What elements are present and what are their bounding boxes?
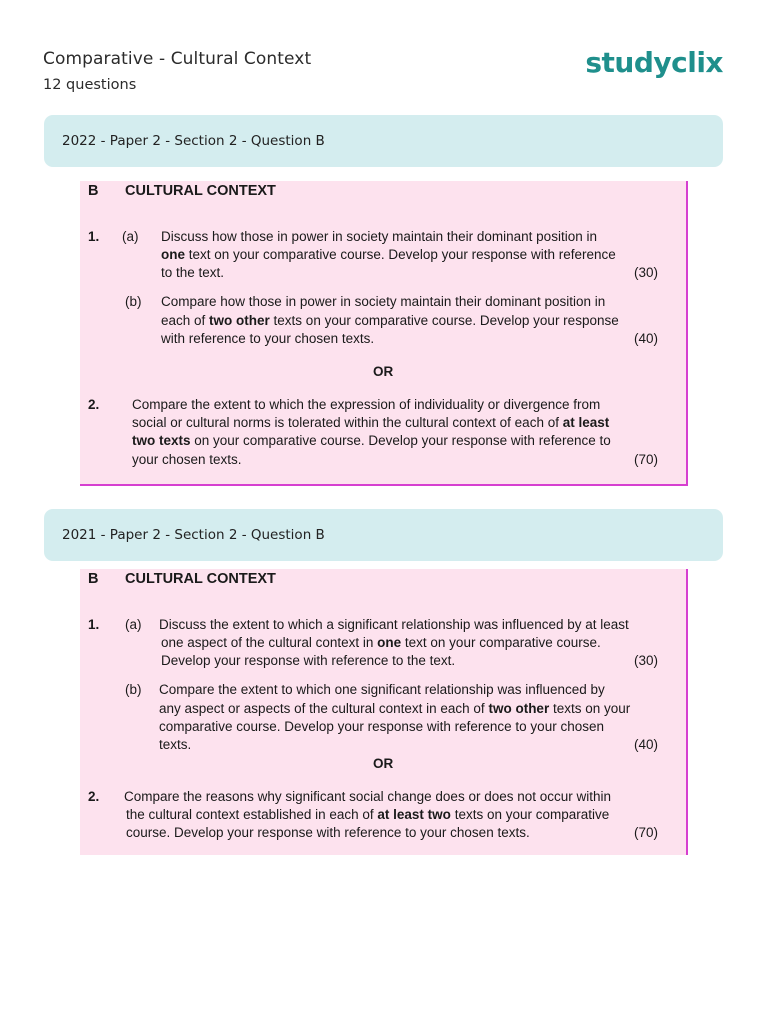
q1b-line2: [161, 312, 619, 330]
q1a-marks: (30): [633, 265, 658, 280]
q2-marks: (70): [633, 825, 658, 840]
emphasis: one: [377, 635, 402, 650]
q1a-line3: to the text.: [161, 265, 225, 280]
q1-number: 1.: [88, 617, 100, 632]
question-header-label: 2021 - Paper 2 - Section 2 - Question B: [62, 527, 325, 543]
q1b-line1: Compare how those in power in society maintain their dominant position in: [161, 294, 606, 309]
emphasis: at least: [562, 415, 610, 430]
or-divider: OR: [373, 756, 394, 771]
q1b-label: (b): [125, 294, 142, 309]
question-header-2021[interactable]: [44, 509, 723, 561]
q2-number: 2.: [88, 397, 100, 412]
q1b-line2: [159, 700, 630, 718]
q2-marks: (70): [633, 452, 658, 467]
q2-line4: your chosen texts.: [132, 452, 242, 467]
q1a-label: (a): [125, 617, 142, 632]
q1b-marks: (40): [633, 331, 658, 346]
q1b-line3: with reference to your chosen texts.: [161, 331, 375, 346]
emphasis: at least two: [377, 807, 451, 822]
q1a-line2: [161, 634, 601, 652]
q2-line2-pre: social or cultural norms is tolerated within the cultural context of each of: [132, 415, 563, 430]
section-title: CULTURAL CONTEXT: [125, 571, 276, 587]
q2-line2: [132, 414, 609, 432]
q1b-line1: Compare the extent to which one significant relationship was influenced by: [159, 682, 605, 697]
q1a-label: (a): [122, 229, 139, 244]
q1b-marks: (40): [633, 737, 658, 752]
emphasis: one: [161, 247, 186, 262]
q1a-line3: Develop your response with reference to the text.: [161, 653, 456, 668]
q1b-line2-pre: any aspect or aspects of the cultural context in each of: [159, 701, 489, 716]
or-divider: OR: [373, 364, 394, 379]
q2-line1: Compare the extent to which the expression of individuality or divergence from: [132, 397, 601, 412]
q2-line2-pre: the cultural context established in each of: [126, 807, 378, 822]
q2-number: 2.: [88, 789, 100, 804]
studyclix-logo[interactable]: studyclix: [585, 46, 723, 79]
q1b-line3: comparative course. Develop your response with reference to your chosen: [159, 719, 604, 734]
q1a-line2: [161, 246, 616, 264]
q1a-line2-pre: one aspect of the cultural context in: [161, 635, 378, 650]
question-count: 12 questions: [43, 77, 137, 93]
q1a-line1: Discuss how those in power in society maintain their dominant position in: [161, 229, 597, 244]
question-header-2022[interactable]: [44, 115, 723, 167]
q2-line3: course. Develop your response with reference to your chosen texts.: [126, 825, 530, 840]
section-letter: B: [88, 571, 99, 587]
section-letter: B: [88, 183, 99, 199]
q1-number: 1.: [88, 229, 100, 244]
q1b-label: (b): [125, 682, 142, 697]
q2-line3-rest: on your comparative course. Develop your response with reference to: [190, 433, 611, 448]
emphasis: two other: [488, 701, 550, 716]
q2-line2: [126, 806, 609, 824]
question-image-2021: [80, 569, 688, 855]
q1a-line2-rest: text on your comparative course. Develop your response with reference: [185, 247, 616, 262]
q2-line1: Compare the reasons why significant social change does or does not occur within: [124, 789, 612, 804]
section-title: CULTURAL CONTEXT: [125, 183, 276, 199]
page-title: Comparative - Cultural Context: [43, 49, 312, 69]
emphasis: two other: [209, 313, 270, 328]
q1b-line2-pre: each of: [161, 313, 210, 328]
q1a-marks: (30): [633, 653, 658, 668]
question-header-label: 2022 - Paper 2 - Section 2 - Question B: [62, 133, 325, 149]
q1a-line2-rest: text on your comparative course.: [401, 635, 601, 650]
q1b-line2-rest: texts on your comparative course. Develop your response: [269, 313, 619, 328]
q2-line2-rest: texts on your comparative: [450, 807, 610, 822]
q2-line3: [132, 432, 611, 450]
q1b-line2-rest: texts on your: [549, 701, 631, 716]
emphasis: two texts: [132, 433, 191, 448]
q1b-line4: texts.: [159, 737, 192, 752]
q1a-line1: Discuss the extent to which a significant relationship was influenced by at least: [159, 617, 629, 632]
question-image-2022: [80, 181, 688, 486]
